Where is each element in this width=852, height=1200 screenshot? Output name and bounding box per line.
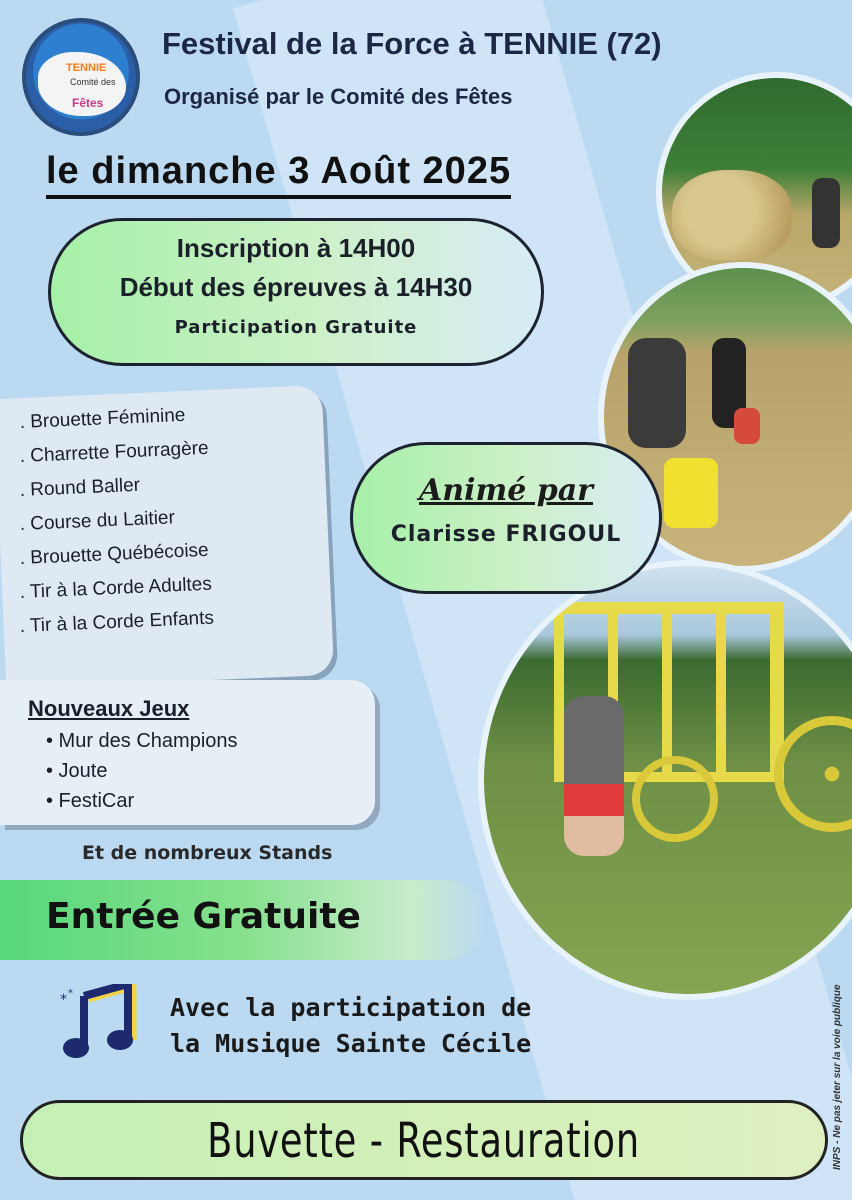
- music-note-icon: [58, 984, 140, 1064]
- milk-can: [664, 458, 718, 528]
- list-item: . Charrette Fourragère: [19, 437, 210, 467]
- svg-text:*: *: [68, 988, 73, 999]
- registration-time: Inscription à 14H00: [176, 233, 416, 263]
- event-date: le dimanche 3 Août 2025: [46, 150, 511, 199]
- stands-text: Et de nombreux Stands: [82, 842, 333, 864]
- logo-brand: TENNIE: [66, 62, 107, 74]
- list-item: • Mur des Champions: [46, 730, 238, 752]
- buvette-banner: [20, 1100, 828, 1180]
- start-time: Début des épreuves à 14H30: [119, 272, 473, 302]
- logo-sub: Comité des: [70, 77, 116, 87]
- participation-free: Participation Gratuite: [174, 317, 418, 338]
- list-item: • FestiCar: [46, 790, 135, 812]
- list-item: • Joute: [46, 760, 108, 782]
- cart-wheel: [774, 716, 852, 832]
- hay-bale: [672, 170, 792, 260]
- athlete: [564, 696, 624, 856]
- animator-name: Clarisse FRIGOUL: [390, 522, 622, 547]
- music-line-2: la Musique Sainte Cécile: [170, 1029, 532, 1058]
- schedule-box: [48, 218, 544, 366]
- list-item: . Round Baller: [19, 474, 141, 501]
- cart-wheel: [632, 756, 718, 842]
- organizer-line: Organisé par le Comité des Fêtes: [164, 84, 513, 109]
- logo-fetes: Fêtes: [72, 96, 104, 110]
- buvette-text: Buvette - Restauration: [207, 1113, 641, 1169]
- animator-box: [350, 442, 662, 594]
- list-item: . Brouette Québécoise: [19, 539, 210, 569]
- new-games-list: [46, 730, 238, 820]
- entry-banner: [0, 880, 485, 960]
- music-text: [170, 990, 531, 1062]
- athlete: [812, 178, 840, 248]
- legal-notice: INPS - Ne pas jeter sur la voie publique: [832, 984, 843, 1170]
- new-games-title: Nouveaux Jeux: [28, 696, 190, 721]
- milk-can: [734, 408, 760, 444]
- music-line-1: Avec la participation de: [170, 993, 532, 1022]
- animator-label: Animé par: [419, 473, 593, 508]
- list-item: . Tir à la Corde Adultes: [19, 573, 213, 603]
- events-list: [19, 404, 215, 650]
- athlete: [628, 338, 686, 448]
- list-item: . Tir à la Corde Enfants: [19, 607, 215, 637]
- entry-text: Entrée Gratuite: [46, 896, 361, 937]
- list-item: . Course du Laitier: [19, 507, 176, 535]
- new-games-card: [0, 680, 375, 825]
- svg-text:*: *: [60, 992, 67, 1008]
- page-title: Festival de la Force à TENNIE (72): [162, 26, 662, 61]
- comite-logo: [22, 18, 140, 136]
- list-item: . Brouette Féminine: [19, 404, 186, 433]
